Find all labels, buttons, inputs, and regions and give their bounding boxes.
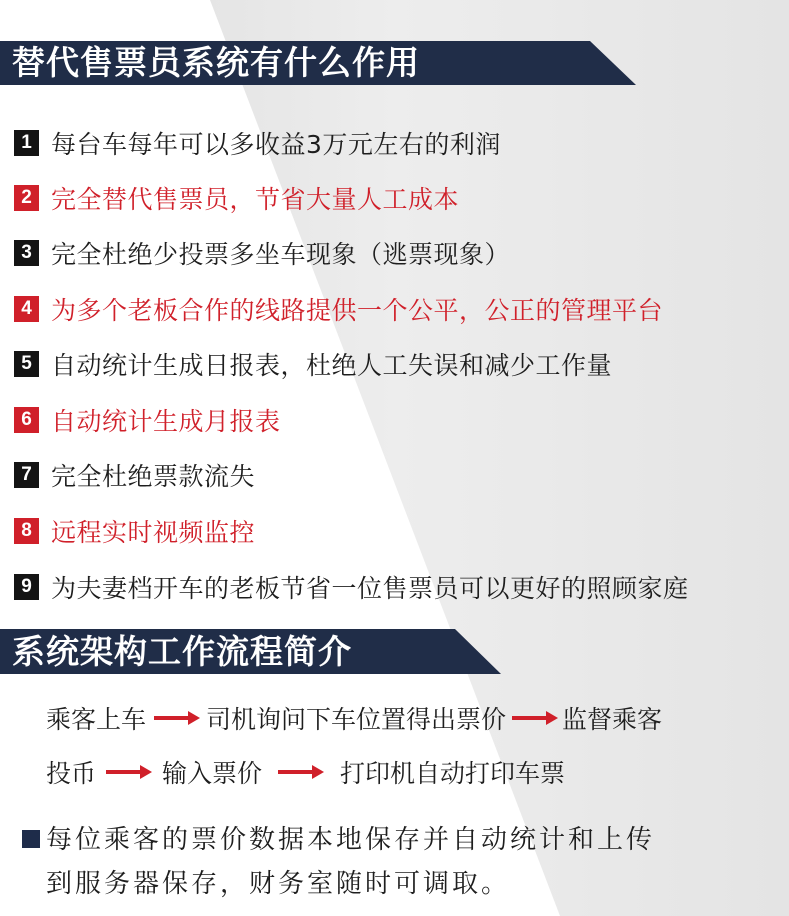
feature-item bbox=[14, 400, 281, 440]
feature-item bbox=[14, 123, 501, 163]
feature-item bbox=[14, 455, 255, 495]
workflow-step: 监督乘客 bbox=[562, 705, 663, 734]
arrow-right-icon bbox=[278, 765, 324, 779]
feature-text: 为夫妻档开车的老板节省一位售票员可以更好的照顾家庭 bbox=[51, 574, 689, 603]
feature-item bbox=[14, 233, 510, 273]
arrow-right-icon bbox=[154, 711, 200, 725]
number-badge: 8 bbox=[14, 518, 39, 544]
square-bullet-icon bbox=[22, 830, 40, 848]
workflow-row-1 bbox=[46, 700, 662, 736]
feature-text: 完全杜绝少投票多坐车现象（逃票现象） bbox=[51, 240, 511, 269]
functions-title-banner bbox=[0, 41, 590, 85]
workflow-step: 投币 bbox=[46, 759, 97, 788]
functions-title: 替代售票员系统有什么作用 bbox=[12, 43, 420, 82]
feature-item bbox=[14, 567, 689, 607]
workflow-title: 系统架构工作流程简介 bbox=[12, 632, 352, 671]
feature-text: 为多个老板合作的线路提供一个公平，公正的管理平台 bbox=[51, 296, 664, 325]
arrow-right-icon bbox=[106, 765, 152, 779]
workflow-step: 乘客上车 bbox=[46, 705, 147, 734]
number-badge: 1 bbox=[14, 130, 39, 156]
number-badge: 2 bbox=[14, 185, 39, 211]
workflow-title-banner bbox=[0, 629, 455, 674]
feature-item bbox=[14, 344, 612, 384]
note-line-1: 每位乘客的票价数据本地保存并自动统计和上传 bbox=[46, 825, 656, 855]
workflow-step: 输入票价 bbox=[162, 759, 263, 788]
arrow-right-icon bbox=[512, 711, 558, 725]
feature-text: 完全杜绝票款流失 bbox=[51, 462, 256, 491]
note-line-2: 到服务器保存，财务室随时可调取。 bbox=[46, 869, 511, 899]
number-badge: 9 bbox=[14, 574, 39, 600]
feature-text: 自动统计生成月报表 bbox=[51, 407, 281, 436]
workflow-row-2 bbox=[46, 754, 565, 790]
feature-item bbox=[14, 289, 663, 329]
storage-note bbox=[22, 818, 655, 906]
feature-text: 完全替代售票员，节省大量人工成本 bbox=[51, 185, 460, 214]
workflow-step: 打印机自动打印车票 bbox=[340, 759, 566, 788]
feature-item bbox=[14, 178, 459, 218]
feature-text: 远程实时视频监控 bbox=[51, 518, 256, 547]
number-badge: 6 bbox=[14, 407, 39, 433]
number-badge: 3 bbox=[14, 240, 39, 266]
feature-text: 自动统计生成日报表，杜绝人工失误和减少工作量 bbox=[51, 351, 613, 380]
number-badge: 7 bbox=[14, 462, 39, 488]
number-badge: 5 bbox=[14, 351, 39, 377]
number-badge: 4 bbox=[14, 296, 39, 322]
feature-item bbox=[14, 511, 255, 551]
workflow-step: 司机询问下车位置得出票价 bbox=[206, 705, 507, 734]
feature-text: 每台车每年可以多收益3万元左右的利润 bbox=[51, 130, 501, 159]
